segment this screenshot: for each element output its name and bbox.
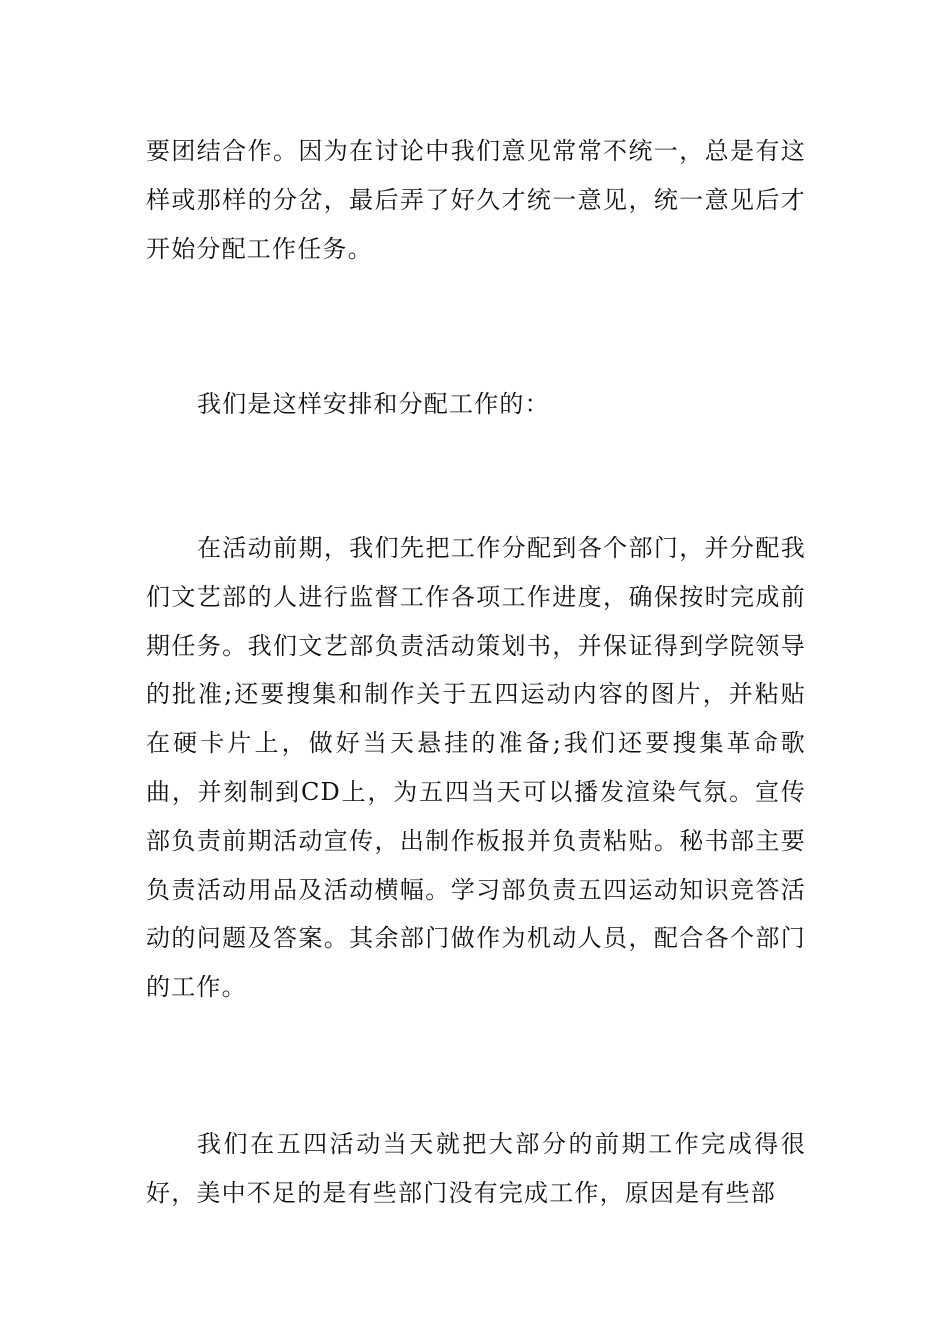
paragraph-event-day: 我们在五四活动当天就把大部分的前期工作完成得很好，美中不足的是有些部门没有完成工作，原因是有些部	[146, 1130, 806, 1207]
paragraph-preparation-tasks: 在活动前期，我们先把工作分配到各个部门，并分配我们文艺部的人进行监督工作各项工作进度，确保按时完成前期任务。我们文艺部负责活动策划书，并保证得到学院领导的批准;还要搜集和制作关于五四运动内容的图片，并粘贴在硬卡片上，做好当天悬挂的准备;我们还要搜集革命歌曲，并刻制到CD上，为五四当天可以播发渲染气氛。宣传部负责前期活动宣传，出制作板报并负责粘贴。秘书部主要负责活动用品及活动横幅。学习部负责五四运动知识竞答活动的问题及答案。其余部门做作为机动人员，配合各个部门的工作。	[146, 534, 806, 1002]
paragraph-continuation: 要团结合作。因为在讨论中我们意见常常不统一，总是有这样或那样的分岔，最后弄了好久才统一意见，统一意见后才开始分配工作任务。	[146, 137, 806, 263]
paragraph-arrangement-intro: 我们是这样安排和分配工作的：	[197, 390, 550, 418]
